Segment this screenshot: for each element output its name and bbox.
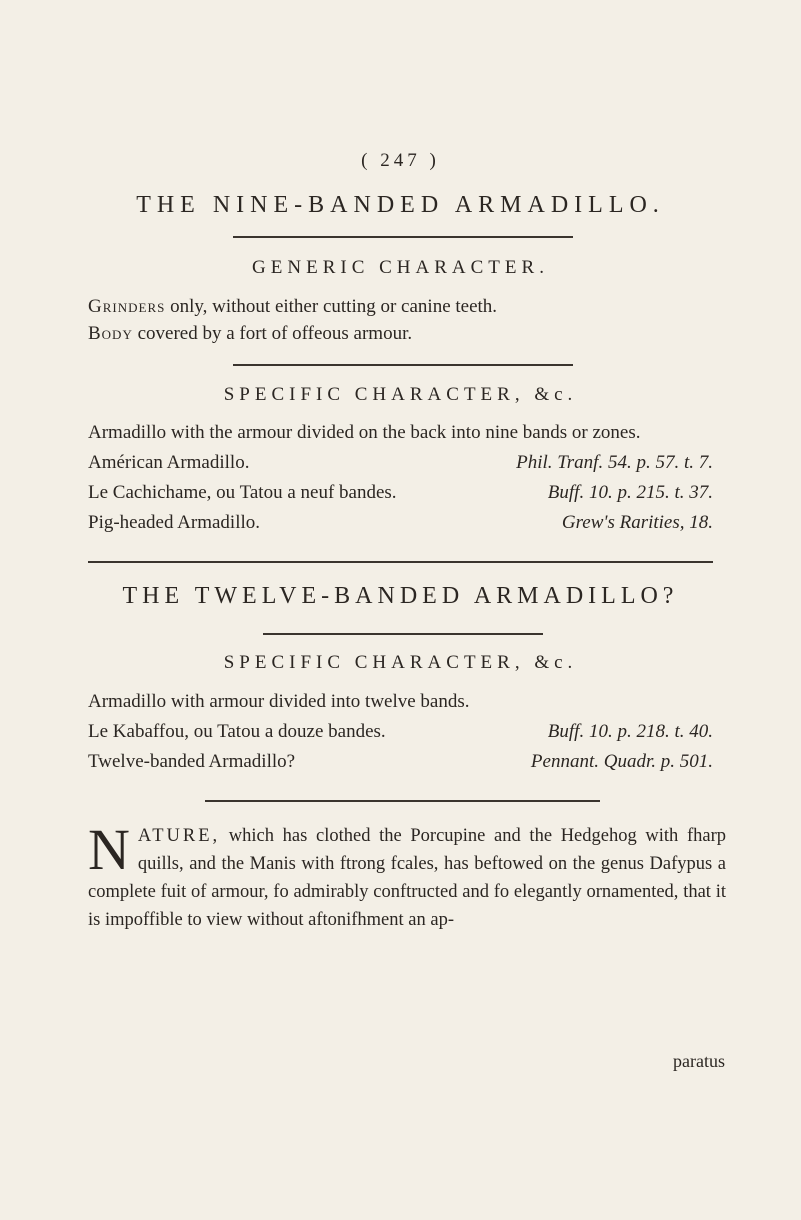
specific-reference: Grew's Rarities, 18. [561,512,713,533]
specific-heading-1: SPECIFIC CHARACTER, &c. [223,384,578,405]
specific-name: Twelve-banded Armadillo? [88,751,296,772]
generic-lead: Grinders [88,296,166,317]
rule [233,364,573,366]
generic-lead: Body [88,323,133,344]
specific-name: Le Cachichame, ou Tatou a neuf bandes. [88,482,397,503]
rule [88,561,713,563]
rule [205,800,600,802]
specific-reference: Buff. 10. p. 215. t. 37. [547,482,713,503]
specific-line [88,721,713,743]
generic-text: only, without either cutting or canine teeth. [165,296,498,317]
catchword: paratus [673,1051,725,1071]
specific-heading-2: SPECIFIC CHARACTER, &c. [223,652,578,673]
specific-line [88,482,713,504]
specific-name: Américan Armadillo. [88,452,250,473]
specific-reference: Buff. 10. p. 218. t. 40. [547,721,713,742]
specific-name: Armadillo with armour divided into twelve bands. [88,691,470,712]
specific-line [88,751,713,773]
paragraph-first-word: ATURE, [137,826,221,846]
paragraph-text: which has clothed the Porcupine and the Hedgehog with fharp quills, and the Manis with ftrong fcales, has beftowed on the genus Dafypus a complete fuit of armour, fo admirably conftructed and fo elegantly ornamented, that it is impoffible to view without aftonifhment an ap- [88,826,726,930]
specific-name: Le Kabaffou, ou Tatou a douze bandes. [88,721,386,742]
generic-line [88,296,713,318]
body-paragraph [88,817,726,934]
generic-text: covered by a fort of offeous armour. [132,323,413,344]
specific-line [88,691,713,713]
generic-heading: GENERIC CHARACTER. [252,257,549,278]
specific-reference: Phil. Tranf. 54. p. 57. t. 7. [516,452,713,473]
drop-capital: N [88,817,130,882]
page-number: ( 247 ) [361,150,440,171]
title-twelve-banded: THE TWELVE-BANDED ARMADILLO? [122,583,679,609]
specific-name: Pig-headed Armadillo. [88,512,261,533]
specific-line [88,512,713,534]
specific-name: Armadillo with the armour divided on the back into nine bands or zones. [88,422,641,443]
specific-reference: Pennant. Quadr. p. 501. [530,751,713,772]
specific-line [88,422,713,444]
rule [263,633,543,635]
generic-line [88,323,713,345]
title-nine-banded: THE NINE-BANDED ARMADILLO. [136,192,665,218]
specific-line [88,452,713,474]
rule [233,236,573,238]
